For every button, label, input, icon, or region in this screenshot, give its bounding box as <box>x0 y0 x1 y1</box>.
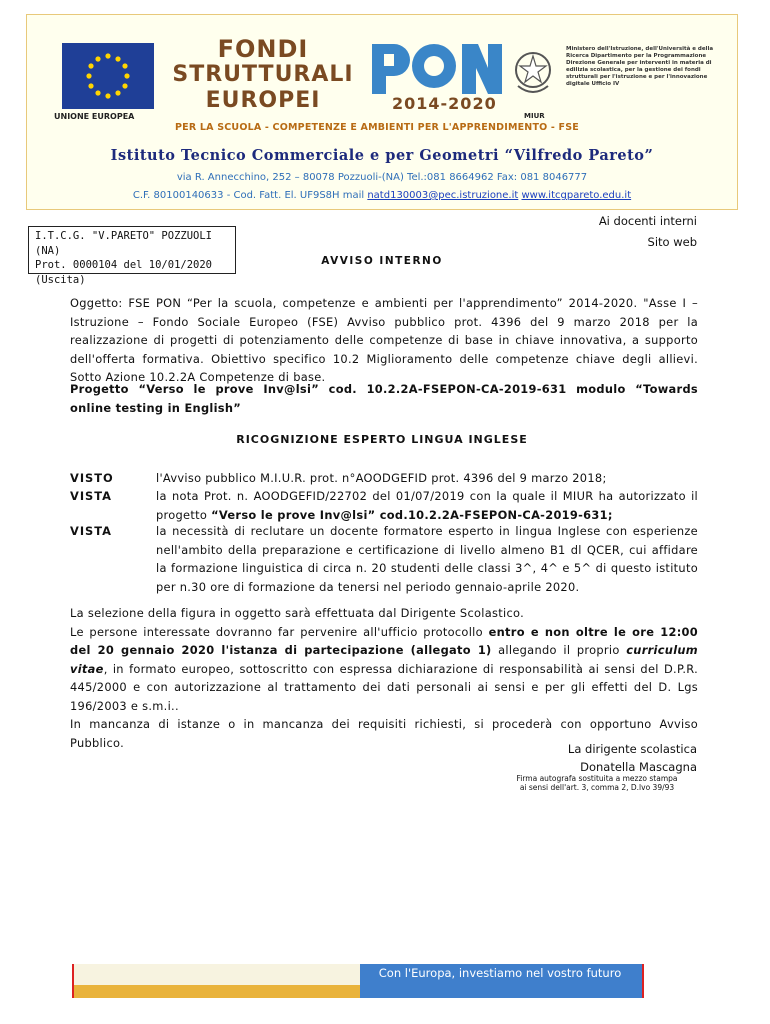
footer-yellow-bar <box>74 985 362 998</box>
cf-text: C.F. 80100140633 - Cod. Fatt. El. UF9S8H mail <box>132 190 368 201</box>
p2-text: , in formato europeo, sottoscritto con espressa dichiarazione di responsabilità ai sensi del D.P.R. 445/2000 e con autorizzazione al trattamento dei dati personali ai sensi e per gli effetti del D. Lgs 196/2003 e s.m.i.. <box>70 661 698 713</box>
section-heading: RICOGNIZIONE ESPERTO LINGUA INGLESE <box>236 433 528 446</box>
p2-cv: curriculum vitae <box>70 643 698 676</box>
stamp-line3: (Uscita) <box>35 273 86 286</box>
selezione-p2 <box>70 623 698 716</box>
visto-label: VISTO <box>70 471 114 485</box>
vista-text-bold: “Verso le prove Inv@lsi” cod.10.2.2A-FSEPON-CA-2019-631; <box>211 507 613 522</box>
vista-label: VISTA <box>70 489 112 503</box>
signature-note2: ai sensi dell'art. 3, comma 2, D.lvo 39/93 <box>519 783 675 792</box>
visto-text: l'Avviso pubblico M.I.U.R. prot. n°AOODGEFID prot. 4396 del 9 marzo 2018; <box>156 471 607 485</box>
fondi-strutturali-logo <box>168 36 358 114</box>
p2-text: allegando il proprio <box>491 643 627 657</box>
visto-row <box>70 469 698 488</box>
fondi-line2: STRUTTURALI <box>172 62 354 87</box>
progetto-paragraph: Progetto “Verso le prove Inv@lsi” cod. 10.2.2A-FSEPON-CA-2019-631 modulo “Towards online testing in English” <box>70 382 698 415</box>
doc-title: AVVISO INTERNO <box>321 255 443 267</box>
pon-years: 2014-2020 <box>392 94 497 113</box>
email-link[interactable]: natd130003@pec.istruzione.it <box>367 190 519 201</box>
eu-stars-icon <box>62 43 154 109</box>
vista-text <box>156 487 698 524</box>
school-name: Istituto Tecnico Commerciale e per Geometri “Vilfredo Pareto” <box>110 147 654 164</box>
vista-row <box>70 522 698 598</box>
fse-tagline: PER LA SCUOLA - COMPETENZE E AMBIENTI PER L'APPRENDIMENTO - FSE <box>175 122 579 133</box>
recipient-sito: Sito web <box>647 235 697 249</box>
footer-slogan: Con l'Europa, investiamo nel vostro futuro <box>378 966 622 980</box>
signature-note <box>497 774 697 792</box>
p2-deadline: entro e non oltre le ore 12:00 del 20 gennaio 2020 l'istanza di partecipazione (allegato 1) <box>70 624 699 657</box>
miur-caption: MIUR <box>524 112 545 120</box>
signature-name: Donatella Mascagna <box>580 760 697 774</box>
footer-left-band <box>72 964 360 998</box>
selezione-block <box>70 604 698 752</box>
footer-banner <box>72 964 644 998</box>
selezione-p1: La selezione della figura in oggetto sarà effettuata dal Dirigente Scolastico. <box>70 606 525 620</box>
eu-flag-icon <box>62 43 154 109</box>
vista-text-plain: la nota Prot. n. AOODGEFID/22702 del 01/07/2019 con la quale il MIUR ha autorizzato il progetto <box>156 489 698 522</box>
oggetto-paragraph: Oggetto: FSE PON “Per la scuola, competenze e ambienti per l'apprendimento” 2014-2020. "Asse I – Istruzione – Fondo Sociale Europeo (FSE) Avviso pubblico prot. 4396 del 9 marzo 2018 per la realizzazione di progetti di potenziamento delle competenze di base in chiave innovativa, a supporto dell'offerta formativa. Obiettivo specifico 10.2 Miglioramento delle competenze chiave degli allievi. Sotto Azione 10.2.2A Competenze di base. <box>70 296 698 384</box>
p2-text: Le persone interessate dovranno far pervenire all'ufficio protocollo <box>70 624 489 639</box>
signature-note1: Firma autografa sostituita a mezzo stampa <box>516 774 678 783</box>
fondi-line1: FONDI <box>217 35 309 63</box>
stamp-line1: I.T.C.G. "V.PARETO" POZZUOLI (NA) <box>35 230 213 257</box>
vista-label: VISTA <box>70 524 112 538</box>
vista-row <box>70 487 698 525</box>
signature-role: La dirigente scolastica <box>567 742 697 756</box>
recipient-docenti: Ai docenti interni <box>598 214 697 228</box>
school-address: via R. Annecchino, 252 – 80078 Pozzuoli-(NA) Tel.:081 8664962 Fax: 081 8046777 <box>176 172 588 183</box>
school-contacts <box>26 190 738 201</box>
vista-text: la necessità di reclutare un docente formatore esperto in lingua Inglese con esperienze nell'ambito della preparazione e certificazione di livello almeno B1 dl QCER, cui affidare la formazione linguistica di circa n. 20 studenti delle classi 3^, 4^ e 5^ di questo istituto per n.30 ore di formazione da tenersi nel periodo gennaio-aprile 2020. <box>156 524 698 594</box>
footer-right-band <box>360 964 644 998</box>
website-link[interactable]: www.itcgpareto.edu.it <box>521 190 632 201</box>
fondi-line3: EUROPEI <box>205 88 321 113</box>
ministry-text: Ministero dell'Istruzione, dell'Università e della Ricerca Dipartimento per la Programmazione Direzione Generale per interventi in materia di edilizia scolastica, per la gestione dei fondi strutturali per l'istruzione e per l'innovazione digitale Ufficio IV <box>566 46 714 87</box>
stamp-line2: Prot. 0000104 del 10/01/2020 <box>35 259 213 271</box>
italian-emblem-icon <box>512 46 554 100</box>
eu-caption: UNIONE EUROPEA <box>54 112 135 121</box>
selezione-p3: In mancanza di istanze o in mancanza dei requisiti richiesti, si procederà con opportuno Avviso Pubblico. <box>70 717 698 750</box>
